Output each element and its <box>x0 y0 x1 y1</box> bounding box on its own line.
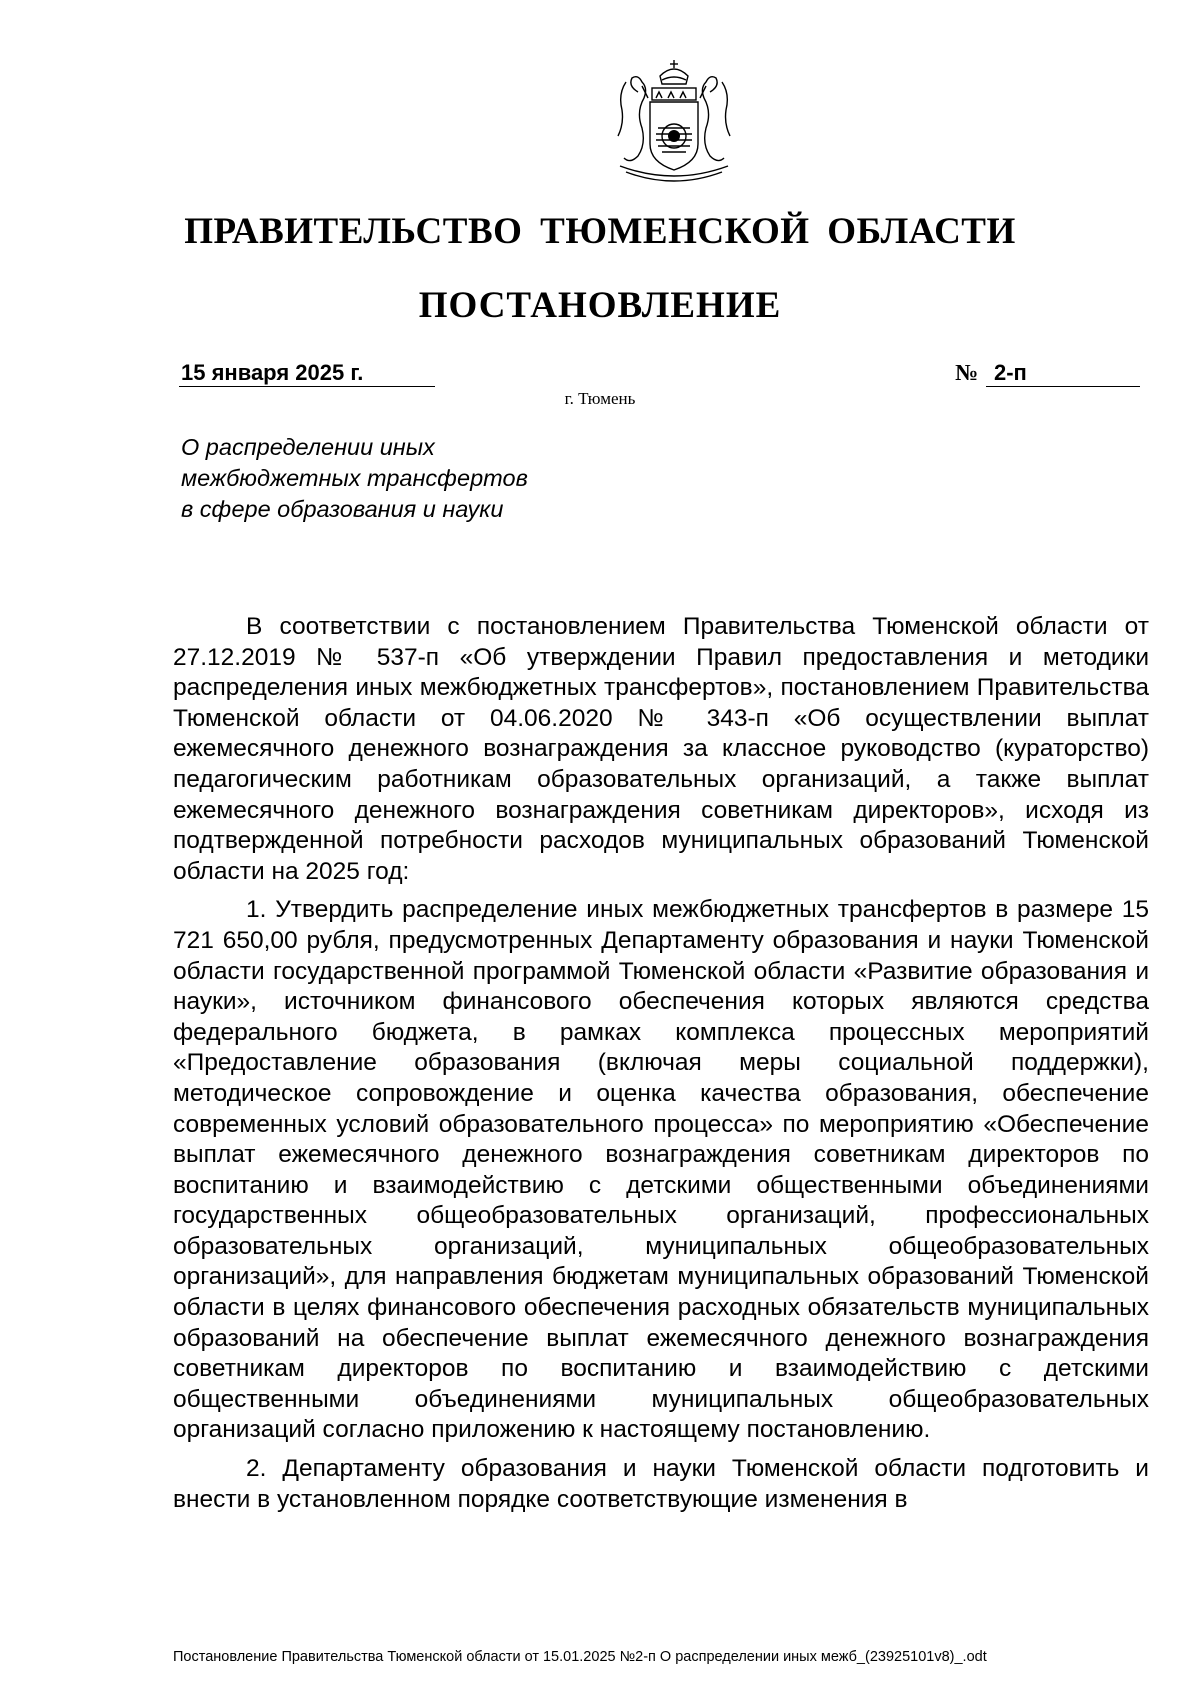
document-date: 15 января 2025 г. <box>179 360 435 387</box>
document-city: г. Тюмень <box>564 389 636 408</box>
body-paragraph: В соответствии с постановлением Правительства Тюменской области от 27.12.2019 № 537-п «Об утверждении Правил предоставления и методики распределения иных межбюджетных трансфертов», постановлением Правительства Тюменской области от 04.06.2020 № 343-п «Об осуществлении выплат ежемесячного денежного вознаграждения за классное руководство (кураторство) педагогическим работникам образовательных организаций, а также выплат ежемесячного денежного вознаграждения советникам директоров», исходя из подтвержденной потребности расходов муниципальных образований Тюменской области на 2025 год: <box>173 613 1149 885</box>
subject-line: в сфере образования и науки <box>181 496 504 522</box>
document-subject <box>181 432 641 525</box>
subject-line: О распределении иных <box>181 434 435 460</box>
document-footer: Постановление Правительства Тюменской области от 15.01.2025 №2-п О распределении иных межб_(23925101v8)_.odt <box>173 1649 987 1665</box>
government-title: ПРАВИТЕЛЬСТВО ТЮМЕНСКОЙ ОБЛАСТИ <box>184 211 1016 252</box>
number-label: № <box>955 360 979 385</box>
subject-line: межбюджетных трансфертов <box>181 465 528 491</box>
body-paragraph: 2. Департаменту образования и науки Тюменской области подготовить и внести в установленном порядке соответствующие изменения в <box>173 1455 1149 1513</box>
document-number: 2-п <box>986 360 1140 387</box>
document-body <box>173 612 1149 1523</box>
document-type: ПОСТАНОВЛЕНИЕ <box>418 285 782 326</box>
coat-of-arms-icon <box>598 58 750 186</box>
body-paragraph: 1. Утвердить распределение иных межбюджетных трансфертов в размере 15 721 650,00 рубля, предусмотренных Департаменту образования и науки Тюменской области государственной программой Тюменской области «Развитие образования и науки», источником финансового обеспечения которых являются средства федерального бюджета, в рамках комплекса процессных мероприятий «Предоставление образования (включая меры социальной поддержки), методическое сопровождение и оценка качества образования, обеспечение современных условий образовательного процесса» по мероприятию «Обеспечение выплат ежемесячного денежного вознаграждения советникам директоров по воспитанию и взаимодействию с детскими общественными объединениями государственных общеобразовательных организаций, профессиональных образовательных организаций, муниципальных общеобразовательных организаций», для направления бюджетам муниципальных образований Тюменской области в целях финансового обеспечения расходных обязательств муниципальных образований на обеспечение выплат ежемесячного денежного вознаграждения советникам директоров по воспитанию и взаимодействию с детскими общественными объединениями муниципальных общеобразовательных организаций согласно приложению к настоящему постановлению. <box>173 896 1149 1444</box>
